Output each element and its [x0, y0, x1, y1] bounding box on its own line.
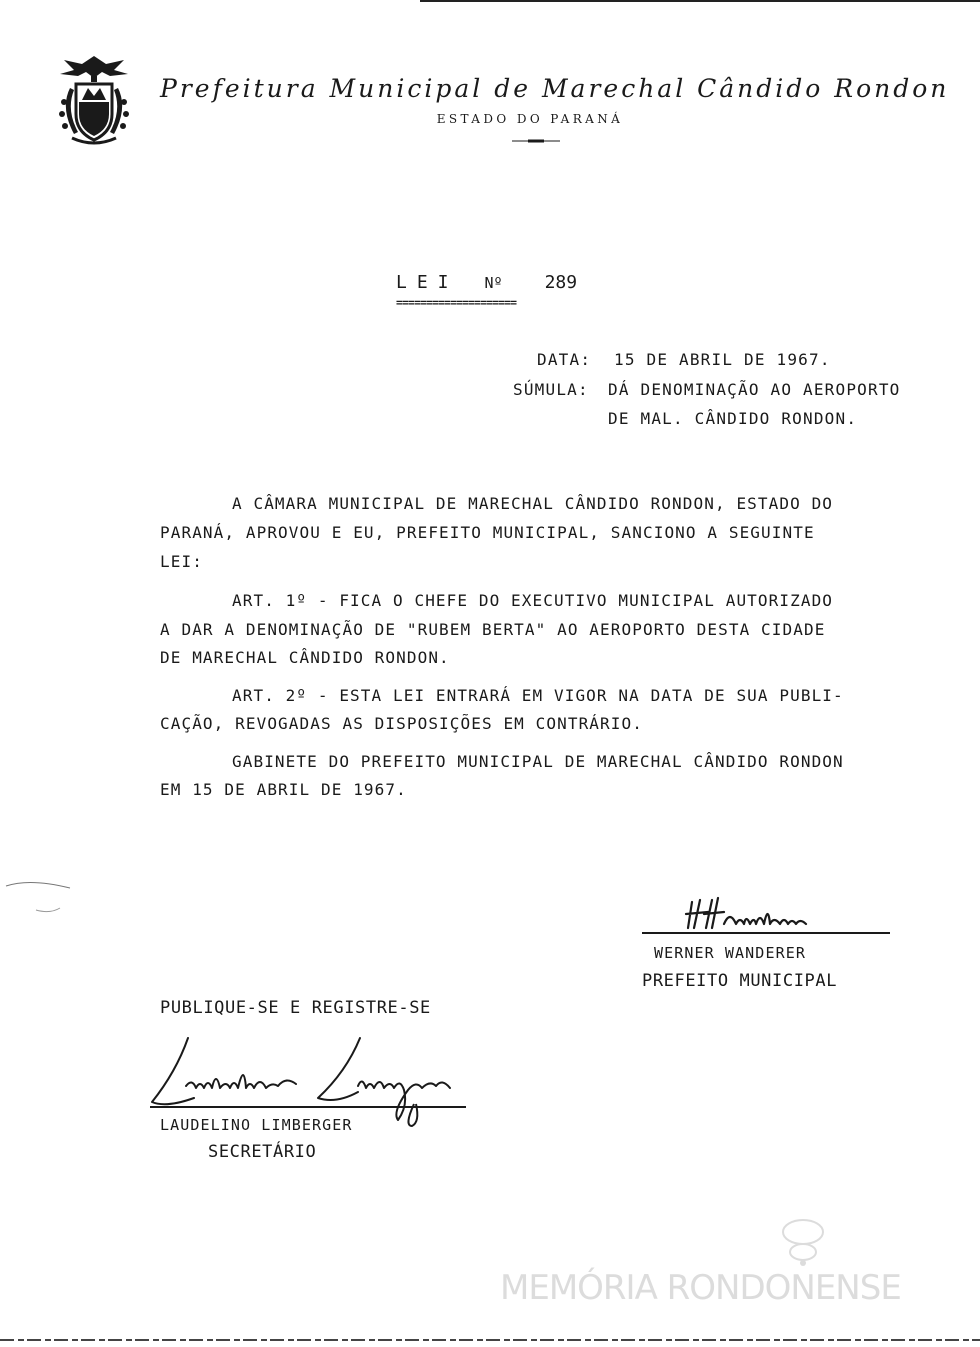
law-heading-rule: ==================== — [396, 296, 517, 309]
watermark-text: MEMÓRIA RONDONENSE — [500, 1268, 901, 1308]
sumula-label: SÚMULA: — [513, 380, 589, 399]
scan-edge-top — [420, 0, 980, 2]
date-label: DATA: — [537, 350, 592, 369]
publish-register-note: PUBLIQUE-SE E REGISTRE-SE — [160, 998, 431, 1018]
law-number-label: Nº — [484, 274, 503, 292]
letterhead-title: Prefeitura Municipal de Marechal Cândido Rondon — [160, 74, 950, 103]
scan-edge-bottom — [0, 1339, 980, 1341]
watermark-logo-icon — [778, 1218, 828, 1268]
mayor-name: WERNER WANDERER — [654, 944, 806, 962]
article-1-line-3: DE MARECHAL CÂNDIDO RONDON. — [160, 648, 450, 667]
mayor-handwritten-signature — [684, 894, 824, 934]
parana-coat-of-arms-icon — [52, 52, 136, 148]
mayor-role: PREFEITO MUNICIPAL — [642, 971, 838, 991]
article-1-line-1: ART. 1º - FICA O CHEFE DO EXECUTIVO MUNICIPAL AUTORIZADO — [232, 591, 834, 610]
sumula-line-2: DE MAL. CÂNDIDO RONDON. — [608, 409, 858, 428]
secretary-handwritten-signature — [146, 1032, 466, 1128]
law-word: LEI — [396, 272, 459, 293]
preamble-line-2: PARANÁ, APROVOU E EU, PREFEITO MUNICIPAL, SANCIONO A SEGUINTE — [160, 523, 815, 542]
secretary-role: SECRETÁRIO — [208, 1142, 317, 1162]
preamble-line-1: A CÂMARA MUNICIPAL DE MARECHAL CÂNDIDO RONDON, ESTADO DO — [232, 494, 834, 513]
article-2-line-2: CAÇÃO, REVOGADAS AS DISPOSIÇÕES EM CONTRÁRIO. — [160, 714, 643, 733]
date-value: 15 DE ABRIL DE 1967. — [614, 350, 831, 369]
preamble-line-3: LEI: — [160, 552, 203, 571]
law-heading — [396, 272, 656, 293]
letterhead-ornament — [512, 139, 560, 143]
law-number: 289 — [544, 272, 578, 293]
closing-line-1: GABINETE DO PREFEITO MUNICIPAL DE MARECHAL CÂNDIDO RONDON — [232, 752, 844, 771]
secretary-name: LAUDELINO LIMBERGER — [160, 1116, 353, 1134]
letterhead-subtitle: ESTADO DO PARANÁ — [436, 112, 624, 126]
mayor-signature-line — [642, 932, 890, 934]
article-2-line-1: ART. 2º - ESTA LEI ENTRARÁ EM VIGOR NA DATA DE SUA PUBLI- — [232, 686, 844, 705]
sumula-line-1: DÁ DENOMINAÇÃO AO AEROPORTO — [608, 380, 901, 399]
article-1-line-2: A DAR A DENOMINAÇÃO DE "RUBEM BERTA" AO AEROPORTO DESTA CIDADE — [160, 620, 826, 639]
scan-speck — [0, 876, 76, 916]
closing-line-2: EM 15 DE ABRIL DE 1967. — [160, 780, 407, 799]
secretary-signature-line — [150, 1106, 466, 1108]
